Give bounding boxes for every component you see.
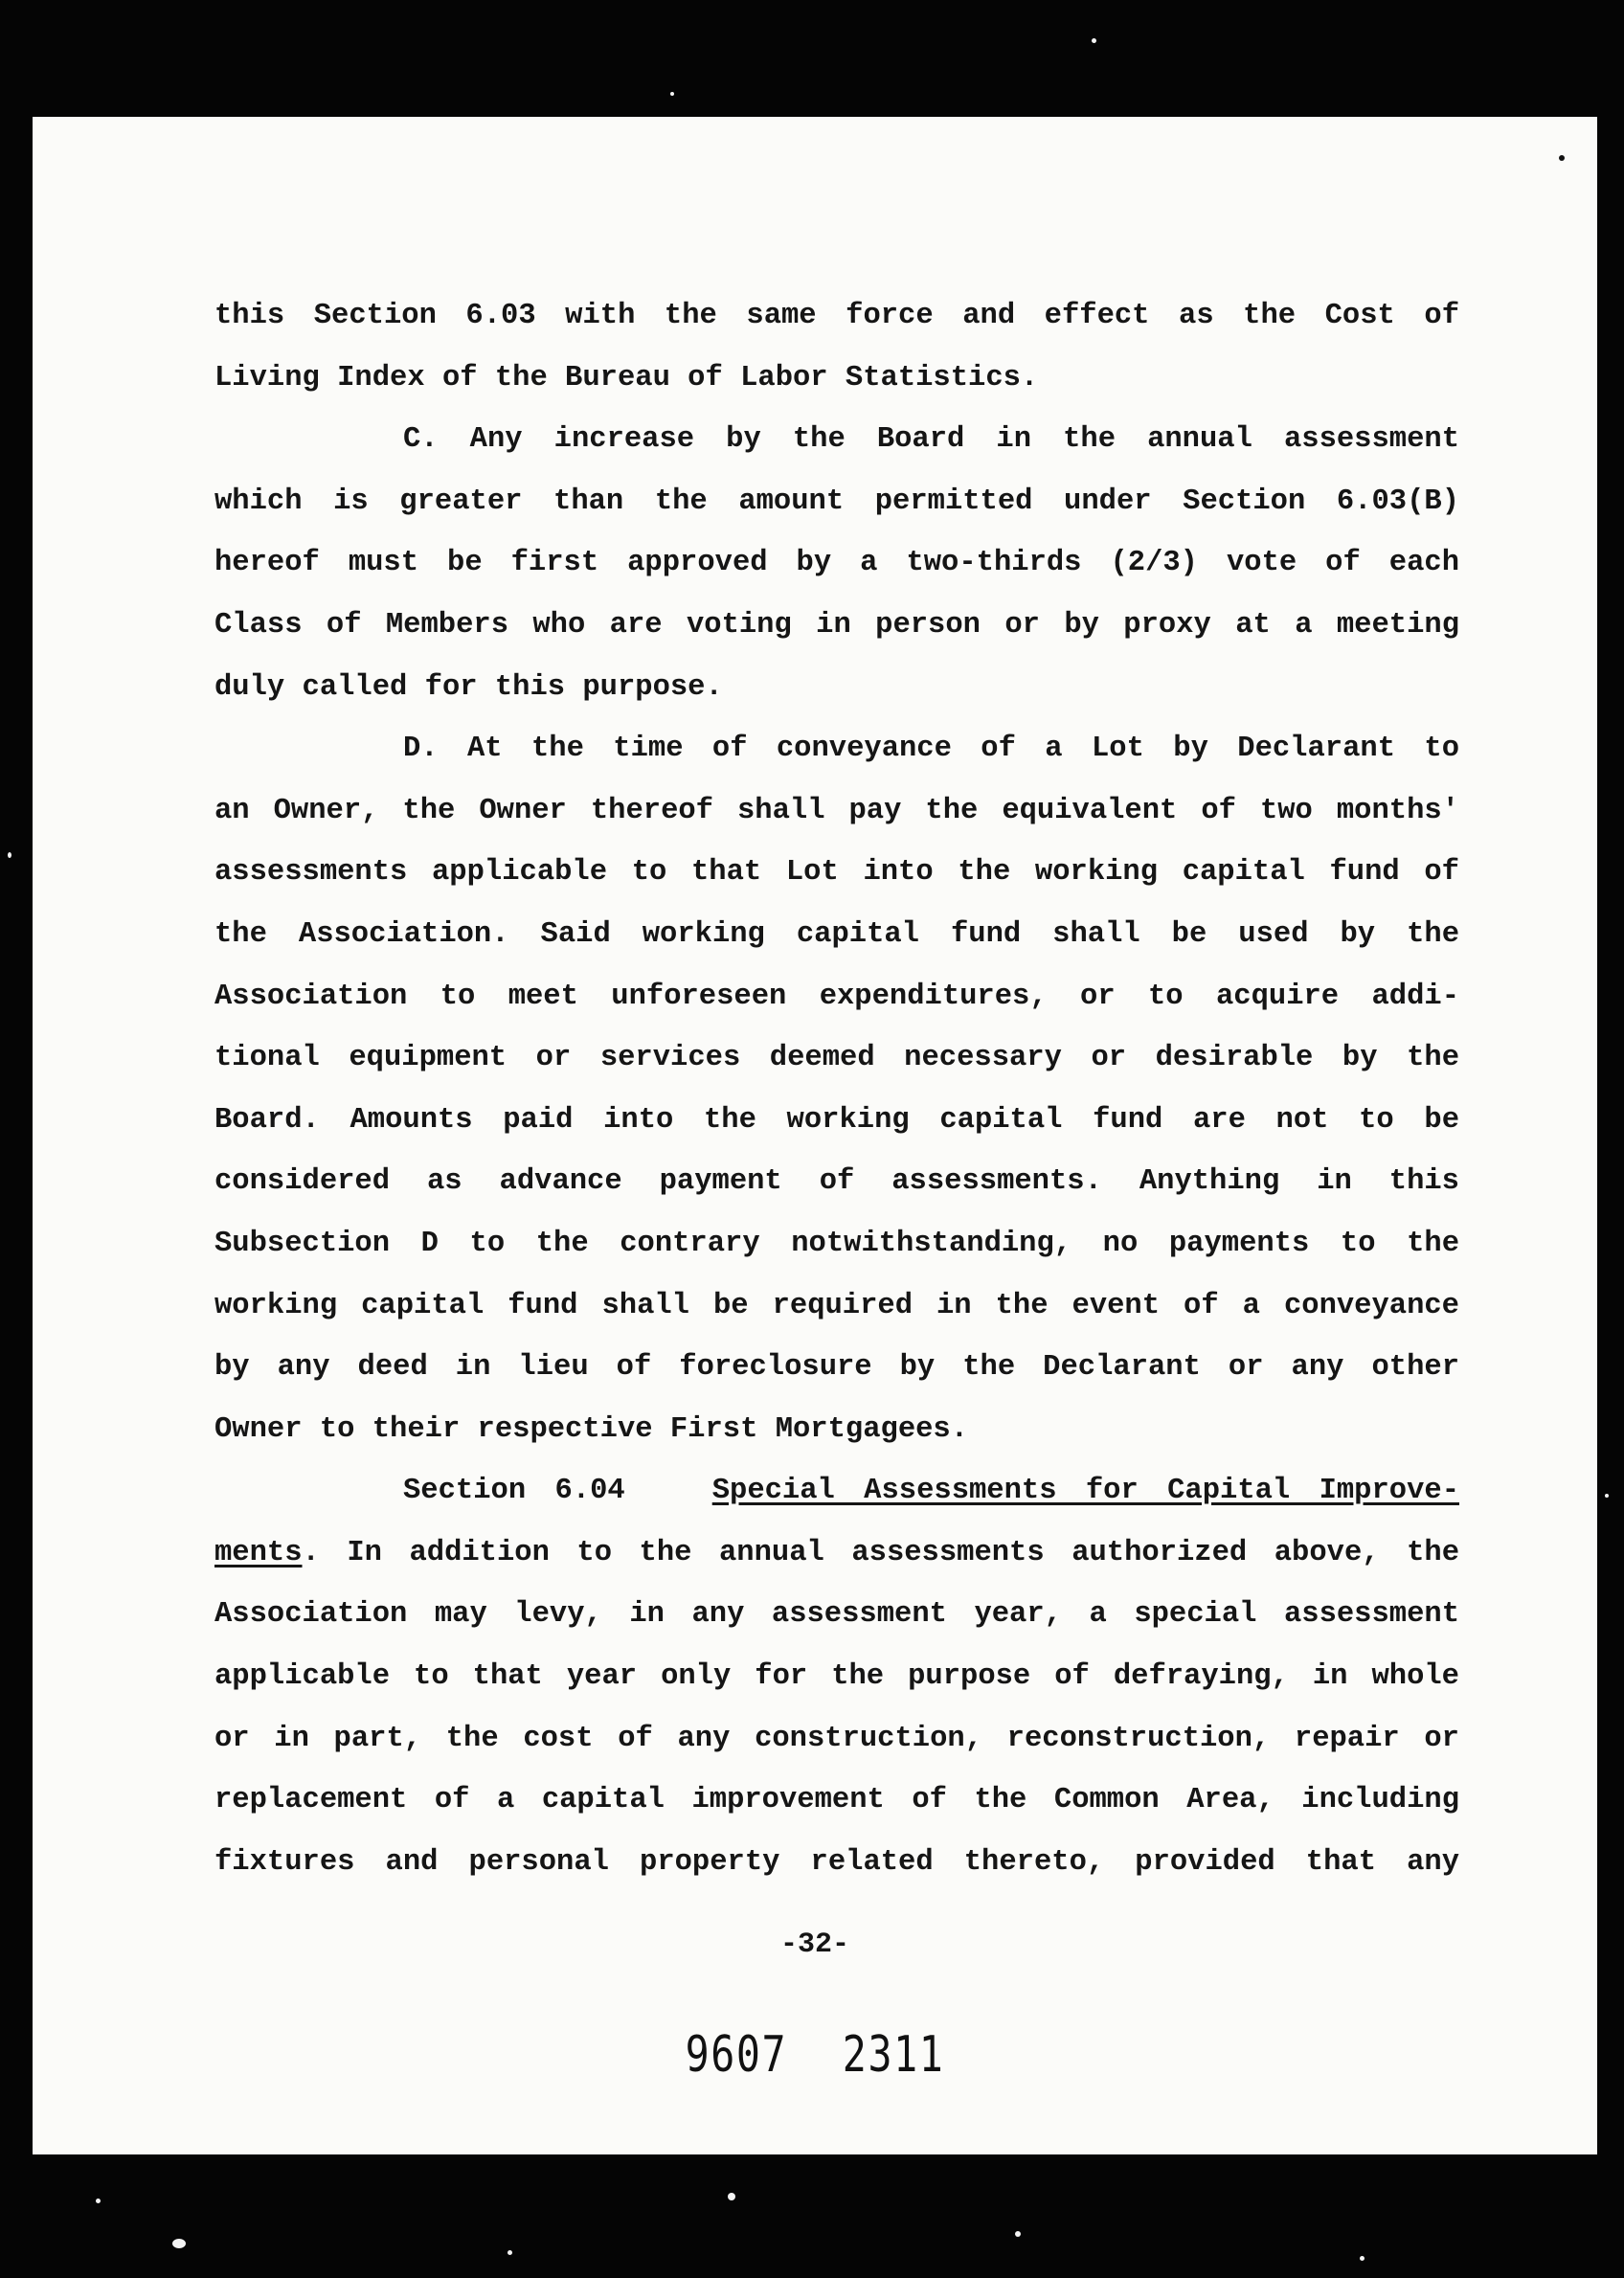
- section-label: Section 6.04: [403, 1475, 625, 1508]
- text-line: this Section 6.03 with the same force and effect as the Cost of: [214, 300, 1459, 332]
- text-line: assessments applicable to that Lot into the working capital fund of: [214, 856, 1459, 890]
- stamp-book-number: 9607: [685, 2026, 788, 2084]
- text-line: an Owner, the Owner thereof shall pay the equivalent of two months': [214, 794, 1459, 827]
- document-body: [214, 285, 1459, 1893]
- text-line: Owner to their respective First Mortgagees.: [214, 1412, 969, 1446]
- text-line: considered as advance payment of assessments. Anything in this: [214, 1165, 1459, 1199]
- page-number: -32-: [779, 1928, 849, 1961]
- text-line: replacement of a capital improvement of the Common Area, including: [214, 1784, 1459, 1817]
- subsection-c-first-line: C. Any increase by the Board in the annual assessment: [403, 423, 1459, 457]
- section-line-rest: . In addition to the annual assessments authorized above, the: [302, 1536, 1459, 1569]
- text-line: Class of Members who are voting in person or by proxy at a meeting: [214, 608, 1459, 642]
- text-line: Subsection D to the contrary notwithstanding, no payments to the: [214, 1227, 1459, 1260]
- scan-noise: [172, 2239, 186, 2248]
- scan-speck: [1559, 155, 1565, 161]
- text-line: [214, 1522, 1459, 1585]
- document-page: [33, 117, 1597, 2154]
- subsection-d-first-line: D. At the time of conveyance of a Lot by Declarant to: [403, 733, 1459, 766]
- scan-noise: [1605, 1494, 1609, 1498]
- text-line: the Association. Said working capital fund shall be used by the: [214, 917, 1459, 951]
- scan-noise: [508, 2250, 512, 2255]
- text-line: or in part, the cost of any construction, reconstruction, repair or: [214, 1722, 1459, 1755]
- text-line: hereof must be first approved by a two-thirds (2/3) vote of each: [214, 547, 1459, 580]
- text-line: Living Index of the Bureau of Labor Statistics.: [214, 361, 1039, 395]
- scan-noise: [728, 2193, 735, 2200]
- text-line: working capital fund shall be required in the event of a conveyance: [214, 1289, 1459, 1322]
- text-line: tional equipment or services deemed necessary or desirable by the: [214, 1042, 1459, 1075]
- text-line: fixtures and personal property related thereto, provided that any: [214, 1845, 1459, 1879]
- scan-noise: [8, 852, 11, 858]
- text-line: which is greater than the amount permitted under Section 6.03(B): [214, 485, 1459, 518]
- scan-noise: [1015, 2231, 1021, 2237]
- text-line: Association to meet unforeseen expenditures, or to acquire addi-: [214, 980, 1459, 1013]
- scan-noise: [1360, 2256, 1365, 2261]
- scan-noise: [1092, 38, 1096, 43]
- text-line: Association may levy, in any assessment year, a special assessment: [214, 1598, 1459, 1632]
- text-line: duly called for this purpose.: [214, 670, 723, 704]
- text-line: applicable to that year only for the purpose of defraying, in whole: [214, 1660, 1459, 1694]
- section-6-04-heading-line: [214, 1460, 1459, 1522]
- text-line: by any deed in lieu of foreclosure by the Declarant or any other: [214, 1351, 1459, 1385]
- text-line: Board. Amounts paid into the working capital fund are not to be: [214, 1103, 1459, 1137]
- section-heading-part2: ments: [214, 1536, 303, 1569]
- stamp-page-number: 2311: [842, 2026, 945, 2084]
- scan-noise: [96, 2199, 101, 2203]
- section-heading-part1: Special Assessments for Capital Improve-: [711, 1475, 1459, 1508]
- recording-stamp: [189, 2026, 1440, 2084]
- scan-noise: [670, 92, 674, 96]
